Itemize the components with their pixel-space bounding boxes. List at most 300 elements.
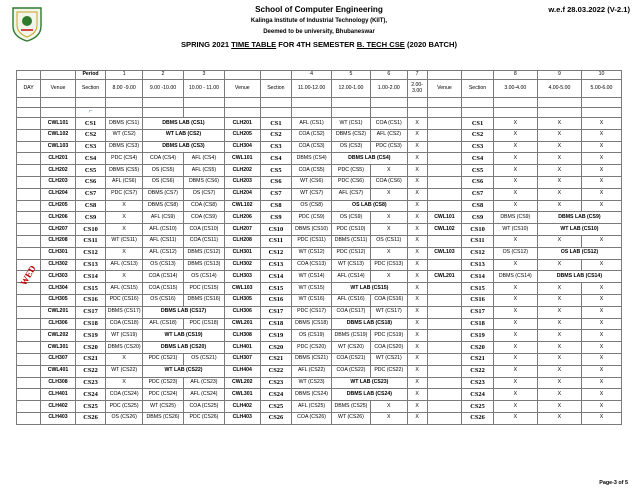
period-cell (41, 71, 76, 80)
slot-cell (427, 235, 462, 247)
slot-cell: X (407, 389, 427, 401)
section-cell: CS12 (260, 247, 292, 259)
slot-cell: X (106, 353, 143, 365)
section-cell: CS3 (75, 141, 105, 153)
section-cell: CS25 (75, 401, 105, 413)
slot-cell: X (493, 330, 537, 342)
venue-cell: CLH206 (41, 212, 76, 224)
day-label: WED (18, 263, 38, 288)
lab-cell: WT LAB (CS23) (332, 377, 408, 389)
slot-cell: OS (CS3) (332, 141, 371, 153)
slot-cell: OS (CS7) (183, 188, 224, 200)
slot-cell: X (537, 165, 581, 177)
section-cell: CS10 (260, 224, 292, 236)
lab-cell: WT LAB (CS19) (143, 330, 225, 342)
period-cell (17, 71, 41, 80)
table-row (17, 235, 622, 247)
effective-date: w.e.f 28.03.2022 (V-2.1) (548, 5, 630, 14)
slot-cell: X (407, 271, 427, 283)
slot-cell: AFL (CS13) (106, 259, 143, 271)
slot-cell: AFL (CS24) (183, 389, 224, 401)
slot-cell: DBMS (CS4) (292, 153, 332, 165)
blank-cell (224, 98, 260, 108)
header-cell: Section (260, 80, 292, 98)
day-cell (17, 153, 41, 165)
day-cell (17, 118, 41, 130)
slot-cell: X (537, 342, 581, 354)
section-cell: CS21 (75, 353, 105, 365)
blank-cell (427, 98, 462, 108)
slot-cell: OS (CS11) (370, 235, 407, 247)
slot-cell: OS (CS14) (183, 271, 224, 283)
slot-cell: X (493, 188, 537, 200)
section-cell: CS17 (75, 306, 105, 318)
section-cell: CS1 (260, 118, 292, 130)
day-cell (17, 224, 41, 236)
venue-cell: CLH306 (224, 306, 260, 318)
slot-cell: X (581, 330, 621, 342)
slot-cell: PDC (CS21) (143, 353, 184, 365)
table-row (17, 118, 622, 130)
slot-cell: COA (CS24) (106, 389, 143, 401)
slot-cell: OS (CS5) (143, 165, 184, 177)
slot-cell: WT (CS15) (292, 283, 332, 295)
slot-cell: WT (CS10) (493, 224, 537, 236)
header-cell: 1.00-2.00 (370, 80, 407, 98)
slot-cell: AFL (CS9) (143, 212, 184, 224)
table-row (17, 353, 622, 365)
slot-cell: WT (CS21) (370, 353, 407, 365)
slot-cell (427, 342, 462, 354)
institute-name: Kalinga Institute of Industrial Technology (KIIT), (250, 18, 388, 24)
period-cell: 3 (183, 71, 224, 80)
slot-cell: X (407, 306, 427, 318)
slot-cell: DBMS (CS9) (493, 212, 537, 224)
venue-cell: CLH208 (41, 235, 76, 247)
lab-cell: DBMS LAB (CS14) (537, 271, 621, 283)
section-cell: CS24 (75, 389, 105, 401)
section-cell: CS9 (462, 212, 494, 224)
slot-cell: X (407, 176, 427, 188)
venue-cell: CLH308 (41, 377, 76, 389)
section-cell: CS25 (260, 401, 292, 413)
venue-cell: CLH203 (41, 176, 76, 188)
venue-cell: CLH201 (224, 118, 260, 130)
table-row (17, 377, 622, 389)
table-row (17, 165, 622, 177)
slot-cell: WT (CS11) (106, 235, 143, 247)
slot-cell: DBMS (CS6) (183, 176, 224, 188)
slot-cell: COA (CS5) (292, 165, 332, 177)
section-cell: CS21 (462, 353, 494, 365)
lab-cell: DBMS LAB (CS24) (332, 389, 408, 401)
slot-cell: DBMS (CS25) (332, 401, 371, 413)
slot-cell: X (537, 200, 581, 212)
slot-cell: PDC (CS19) (370, 330, 407, 342)
slot-cell: DBMS (CS16) (183, 294, 224, 306)
slot-cell: X (370, 401, 407, 413)
table-row (17, 188, 622, 200)
slot-cell: OS (CS21) (183, 353, 224, 365)
slot-cell: X (106, 377, 143, 389)
section-cell: CS19 (75, 330, 105, 342)
header-cell: Venue (41, 80, 76, 98)
venue-cell: CLH305 (41, 294, 76, 306)
slot-cell: WT (CS19) (106, 330, 143, 342)
slot-cell: X (407, 165, 427, 177)
slot-cell: X (106, 271, 143, 283)
slot-cell: X (407, 401, 427, 413)
venue-cell: CLH402 (41, 401, 76, 413)
day-cell (17, 235, 41, 247)
header-cell: 3.00-4.00 (493, 80, 537, 98)
slot-cell: X (537, 283, 581, 295)
slot-cell: X (407, 283, 427, 295)
slot-cell: X (370, 247, 407, 259)
section-cell: CS2 (462, 129, 494, 141)
slot-cell: AFL (CS1) (292, 118, 332, 130)
slot-cell: PDC (CS12) (332, 247, 371, 259)
venue-cell: CWL201 (427, 271, 462, 283)
slot-cell: OS (CS26) (106, 412, 143, 424)
slot-cell: X (407, 318, 427, 330)
slot-cell: COA (CS6) (370, 176, 407, 188)
section-cell: CS5 (260, 165, 292, 177)
header-cell: Section (462, 80, 494, 98)
venue-cell: CLH401 (224, 342, 260, 354)
slot-cell (427, 141, 462, 153)
day-cell (17, 129, 41, 141)
table-row (17, 294, 622, 306)
lab-cell: DBMS LAB (CS3) (143, 141, 225, 153)
slot-cell: X (537, 389, 581, 401)
venue-cell: CLH303 (224, 271, 260, 283)
slot-cell: DBMS (CS13) (183, 259, 224, 271)
slot-cell: X (493, 412, 537, 424)
venue-cell: CWL102 (41, 129, 76, 141)
venue-cell: CWL102 (427, 224, 462, 236)
venue-cell: CWL202 (224, 377, 260, 389)
section-cell: CS14 (260, 271, 292, 283)
blank-cell (332, 108, 371, 118)
slot-cell: DBMS (CS17) (106, 306, 143, 318)
slot-cell: PDC (CS10) (332, 224, 371, 236)
section-cell: CS18 (75, 318, 105, 330)
slot-cell: AFL (CS10) (143, 224, 184, 236)
slot-cell: WT (CS7) (292, 188, 332, 200)
slot-cell: DBMS (CS12) (183, 247, 224, 259)
section-cell: CS20 (462, 342, 494, 354)
blank-cell (292, 98, 332, 108)
venue-cell: CWL103 (224, 283, 260, 295)
title-part-3: (2020 BATCH) (404, 40, 458, 49)
period-cell: 10 (581, 71, 621, 80)
header-cell: DAY (17, 80, 41, 98)
slot-cell: COA (CS11) (183, 235, 224, 247)
slot-cell: WT (CS14) (292, 271, 332, 283)
section-cell: CS7 (75, 188, 105, 200)
header-cell: 8.00 -9.00 (106, 80, 143, 98)
slot-cell: WT (CS26) (332, 412, 371, 424)
section-cell: CS10 (462, 224, 494, 236)
table-row (17, 176, 622, 188)
section-cell: CS22 (75, 365, 105, 377)
slot-cell (427, 377, 462, 389)
slot-cell: COA (CS1) (370, 118, 407, 130)
table-row (17, 271, 622, 283)
table-row (17, 247, 622, 259)
slot-cell: DBMS (CS8) (143, 200, 184, 212)
slot-cell: PDC (CS26) (183, 412, 224, 424)
slot-cell: X (493, 118, 537, 130)
lab-cell: WT LAB (CS10) (537, 224, 621, 236)
slot-cell: X (370, 188, 407, 200)
slot-cell: X (493, 283, 537, 295)
day-cell (17, 263, 41, 288)
slot-cell: X (581, 365, 621, 377)
venue-cell: CWL103 (427, 247, 462, 259)
slot-cell: X (370, 165, 407, 177)
section-cell: CS24 (260, 389, 292, 401)
slot-cell: X (493, 141, 537, 153)
section-cell: CS14 (462, 271, 494, 283)
slot-cell: PDC (CS6) (332, 176, 371, 188)
slot-cell: X (581, 401, 621, 413)
day-cell (17, 165, 41, 177)
slot-cell: AFL (CS23) (183, 377, 224, 389)
table-row (17, 318, 622, 330)
slot-cell: DBMS (CS2) (332, 129, 371, 141)
slot-cell: DBMS (CS24) (292, 389, 332, 401)
slot-cell: X (106, 247, 143, 259)
slot-cell: X (537, 377, 581, 389)
slot-cell: PDC (CS22) (370, 365, 407, 377)
venue-cell: CWL401 (41, 365, 76, 377)
slot-cell: DBMS (CS7) (143, 188, 184, 200)
slot-cell: OS (CS8) (292, 200, 332, 212)
slot-cell (427, 294, 462, 306)
slot-cell: COA (CS21) (332, 353, 371, 365)
section-cell: CS20 (75, 342, 105, 354)
header-cell: Section (75, 80, 105, 98)
section-cell: CS7 (462, 188, 494, 200)
slot-cell: X (537, 176, 581, 188)
blank-cell (224, 108, 260, 118)
slot-cell: AFL (CS25) (292, 401, 332, 413)
slot-cell: PDC (CS18) (183, 318, 224, 330)
slot-cell: X (407, 294, 427, 306)
table-row (17, 283, 622, 295)
slot-cell: PDC (CS16) (106, 294, 143, 306)
day-cell (17, 412, 41, 424)
blank-cell (581, 108, 621, 118)
slot-cell (427, 412, 462, 424)
header-cell: Venue (224, 80, 260, 98)
slot-cell: X (537, 129, 581, 141)
slot-cell: WT (CS1) (332, 118, 371, 130)
slot-cell: COA (CS25) (183, 401, 224, 413)
slot-cell: X (407, 330, 427, 342)
slot-cell: AFL (CS4) (183, 153, 224, 165)
slot-cell: X (407, 235, 427, 247)
slot-cell: PDC (CS5) (332, 165, 371, 177)
day-cell (17, 247, 41, 259)
section-cell: CS9 (75, 212, 105, 224)
slot-cell: COA (CS26) (292, 412, 332, 424)
table-row (17, 342, 622, 354)
slot-cell: WT (CS25) (143, 401, 184, 413)
section-cell: CS4 (75, 153, 105, 165)
venue-cell: CLH403 (224, 412, 260, 424)
slot-cell: DBMS (CS10) (292, 224, 332, 236)
day-cell (17, 377, 41, 389)
section-cell: CS18 (260, 318, 292, 330)
section-cell: CS8 (462, 200, 494, 212)
slot-cell: WT (CS13) (332, 259, 371, 271)
lab-cell: OS LAB (CS8) (332, 200, 408, 212)
section-cell: CS23 (260, 377, 292, 389)
lab-cell: WT LAB (CS2) (143, 129, 225, 141)
slot-cell: AFL (CS2) (370, 129, 407, 141)
blank-cell (462, 108, 494, 118)
section-cell: CS11 (260, 235, 292, 247)
slot-cell: COA (CS2) (292, 129, 332, 141)
slot-cell (427, 318, 462, 330)
slot-cell: X (493, 235, 537, 247)
lab-cell: DBMS LAB (CS4) (332, 153, 408, 165)
section-cell: CS2 (75, 129, 105, 141)
blank-cell (370, 98, 407, 108)
slot-cell: X (581, 188, 621, 200)
section-cell: CS5 (75, 165, 105, 177)
section-cell: CS19 (260, 330, 292, 342)
slot-cell: PDC (CS25) (106, 401, 143, 413)
section-cell: CS6 (75, 176, 105, 188)
blank-cell (292, 108, 332, 118)
blank-cell (17, 108, 41, 118)
period-cell: Period (75, 71, 105, 80)
slot-cell: X (581, 353, 621, 365)
slot-cell (427, 165, 462, 177)
section-cell: CS26 (462, 412, 494, 424)
venue-cell: CLH403 (41, 412, 76, 424)
lab-cell: DBMS LAB (CS17) (143, 306, 225, 318)
table-row (17, 224, 622, 236)
slot-cell: X (493, 342, 537, 354)
slot-cell: X (581, 118, 621, 130)
section-cell: CS5 (462, 165, 494, 177)
slot-cell: OS (CS19) (292, 330, 332, 342)
slot-cell: X (370, 224, 407, 236)
slot-cell: COA (CS9) (183, 212, 224, 224)
slot-cell: AFL (CS7) (332, 188, 371, 200)
period-cell: 7 (407, 71, 427, 80)
lab-cell: DBMS LAB (CS18) (332, 318, 408, 330)
slot-cell: X (407, 247, 427, 259)
venue-cell: CLH208 (224, 235, 260, 247)
slot-cell (427, 283, 462, 295)
slot-cell: PDC (CS13) (370, 259, 407, 271)
venue-cell: CLH307 (41, 353, 76, 365)
section-cell: CS3 (462, 141, 494, 153)
slot-cell: X (581, 377, 621, 389)
day-cell (17, 188, 41, 200)
document-header (0, 0, 638, 62)
section-cell: CS4 (260, 153, 292, 165)
table-row (17, 259, 622, 271)
venue-cell: CWL201 (41, 306, 76, 318)
blank-cell (407, 108, 427, 118)
slot-cell: DBMS (CS14) (493, 271, 537, 283)
blank-cell (17, 98, 41, 108)
venue-cell: CWL301 (41, 342, 76, 354)
slot-cell: X (106, 212, 143, 224)
slot-cell: WT (CS12) (292, 247, 332, 259)
slot-cell: WT (CS23) (292, 377, 332, 389)
venue-cell: CLH404 (224, 365, 260, 377)
section-cell: CS2 (260, 129, 292, 141)
venue-cell: CLH202 (41, 165, 76, 177)
slot-cell: X (537, 330, 581, 342)
venue-cell: CLH306 (41, 318, 76, 330)
title-part-timetable: TIME TABLE (231, 40, 277, 49)
slot-cell: X (581, 412, 621, 424)
period-cell (224, 71, 260, 80)
blank-cell (462, 98, 494, 108)
slot-cell: X (407, 153, 427, 165)
slot-cell: X (537, 401, 581, 413)
slot-cell: DBMS (CS1) (106, 118, 143, 130)
section-cell: CS13 (462, 259, 494, 271)
slot-cell: X (493, 165, 537, 177)
period-cell (260, 71, 292, 80)
slot-cell: X (493, 200, 537, 212)
table-row (17, 153, 622, 165)
slot-cell: AFL (CS16) (332, 294, 371, 306)
day-cell (17, 294, 41, 306)
slot-cell: X (407, 353, 427, 365)
section-cell: CS3 (260, 141, 292, 153)
slot-cell: X (537, 259, 581, 271)
title-part-2: FOR 4TH SEMESTER (276, 40, 357, 49)
slot-cell (427, 188, 462, 200)
venue-cell: CLH304 (41, 283, 76, 295)
slot-cell: X (407, 188, 427, 200)
section-cell: CS6 (462, 176, 494, 188)
header-cell: 5.00-6.00 (581, 80, 621, 98)
blank-row (17, 108, 622, 118)
period-row (17, 71, 622, 80)
slot-cell: X (581, 141, 621, 153)
slot-cell: X (537, 365, 581, 377)
table-row (17, 212, 622, 224)
venue-cell: CLH308 (224, 330, 260, 342)
blank-cell (537, 108, 581, 118)
venue-cell: CLH202 (224, 165, 260, 177)
blank-cell (106, 108, 143, 118)
venue-cell: CLH205 (224, 129, 260, 141)
period-cell: 2 (143, 71, 184, 80)
header-cell: 2.00-3.00 (407, 80, 427, 98)
slot-cell: OS (CS16) (143, 294, 184, 306)
slot-cell: X (370, 212, 407, 224)
school-name: School of Computer Engineering (255, 5, 383, 14)
slot-cell: AFL (CS12) (143, 247, 184, 259)
slot-cell: X (581, 389, 621, 401)
slot-cell: AFL (CS15) (106, 283, 143, 295)
slot-cell: X (581, 283, 621, 295)
slot-cell: X (407, 342, 427, 354)
